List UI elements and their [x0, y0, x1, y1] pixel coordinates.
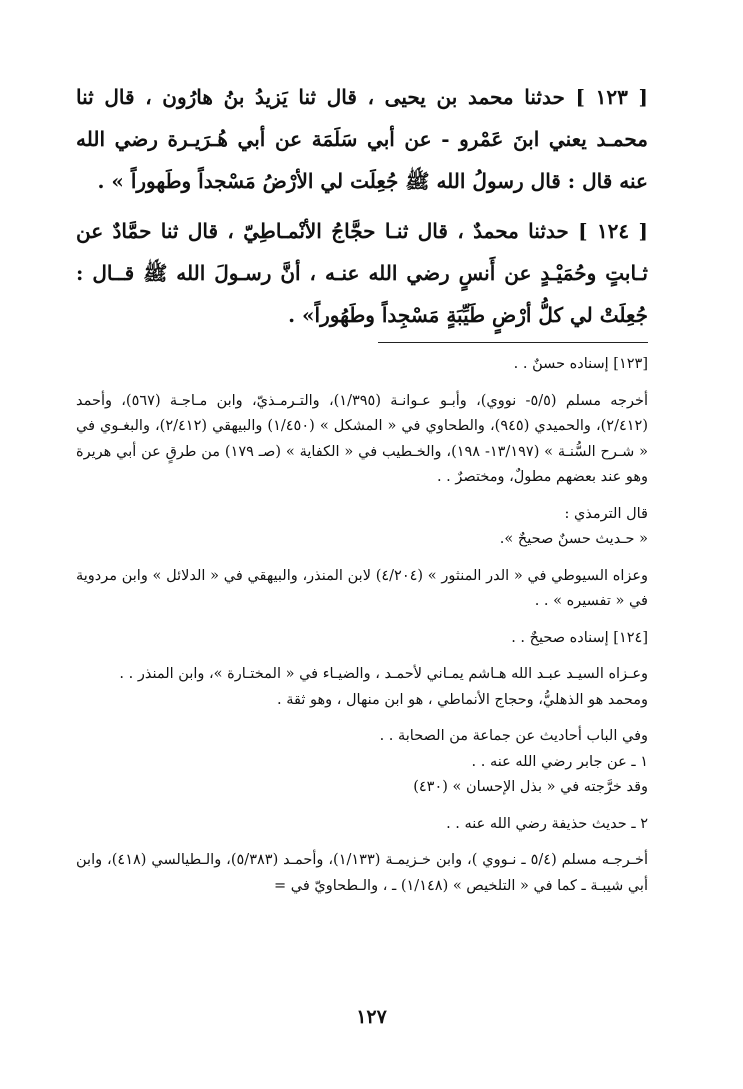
footnote-line: وعـزاه السيـد عبـد الله هـاشم يمـاني لأحمـد ، والضيـاء في « المختـارة »، وابن المنذر . . — [119, 666, 648, 682]
footnote-divider — [378, 342, 648, 343]
footnote-line: أخـرجـه مسلم (٥/٤ ـ نـووي )، وابن خـزيمـة (١/١٣٣)، وأحمـد (٥/٣٨٣)، والـطيالسي (٤١٨)، وابن أبي شيبـة ـ كما في « التلخيص » (١/١٤٨) ـ ، والـطحاويّ في = — [76, 852, 649, 894]
hadith-text — [76, 76, 648, 336]
footnote-line: [١٢٣] إسناده حسنٌ . . — [513, 356, 648, 372]
footnote-line: « حـديث حسنٌ صحيحٌ ». — [499, 531, 648, 547]
footnote-line: ٢ ـ حديث حذيفة رضي الله عنه . . — [446, 815, 648, 832]
footnotes — [76, 352, 648, 899]
footnote-line: [١٢٤] إسناده صحيحٌ . . — [511, 629, 648, 646]
footnote-line: ومحمد هو الذهليُّ، وحجاج الأنماطي ، هو ابن منهال ، وهو ثقة . — [277, 691, 648, 708]
footnote-line: ١ ـ عن جابر رضي الله عنه . . — [471, 753, 648, 770]
footnote-line: وعزاه السيوطي في « الدر المنثور » (٤/٢٠٤) لابن المنذر، والبيهقي في « الدلائل » وابن مردوية في « تفسيره » . . — [76, 567, 649, 609]
footnote-line: أخرجه مسلم (٥/٥- نووي)، وأبـو عـوانـة (١/٣٩٥)، والتـرمـذيّ، وابن مـاجـة (٥٦٧)، وأحمد (٢/٤١٢)، والحميدي (٩٤٥)، والطحاوي في « المشكل » (١/٤٥٠) والبيهقي (٢/٤١٢)، والبغـوي في « شـرح السُّنـة » (١٣/١٩٧- ١٩٨)، والخـطيب في « الكفاية » (صـ ١٧٩) من طرقٍ عن أبي هريرة وهو عند بعضهم مطولٌ، ومختصرٌ . . — [76, 392, 648, 485]
page-number: ١٢٧ — [356, 1006, 387, 1028]
hadith-123: [ ١٢٣ ] حدثنا محمد بن يحيى ، قال ثنا يَزيدُ بنُ هارُون ، قال ثنا محمـد يعني ابنَ عَمْرو - عن أبي سَلَمَة عن أبي هُـرَيـرة رضي الله عنه قال : قال رسولُ الله ﷺ جُعِلَت لي الأرْضُ مَسْجداً وطَهوراً » . — [76, 85, 648, 193]
hadith-124: [ ١٢٤ ] حدثنا محمدٌ ، قال ثنـا حجَّاجُ الأنْمـاطِيّ ، قال ثنا حمَّادٌ عن ثـابتٍ وحُمَيْـدٍ عن أَنسٍ رضي الله عنـه ، أنَّ رسـولَ الله ﷺ قــال : جُعِلَتْ لي كلُّ أرْضٍ طَيِّبَةٍ مَسْجِداً وطَهُوراً» . — [76, 219, 648, 327]
footnote-line: وفي الباب أحاديث عن جماعة من الصحابة . . — [379, 728, 648, 744]
footnote-line: وقد خرَّجته في « بذل الإحسان » (٤٣٠) — [413, 779, 648, 795]
footnote-line: قال الترمذي : — [564, 505, 648, 522]
